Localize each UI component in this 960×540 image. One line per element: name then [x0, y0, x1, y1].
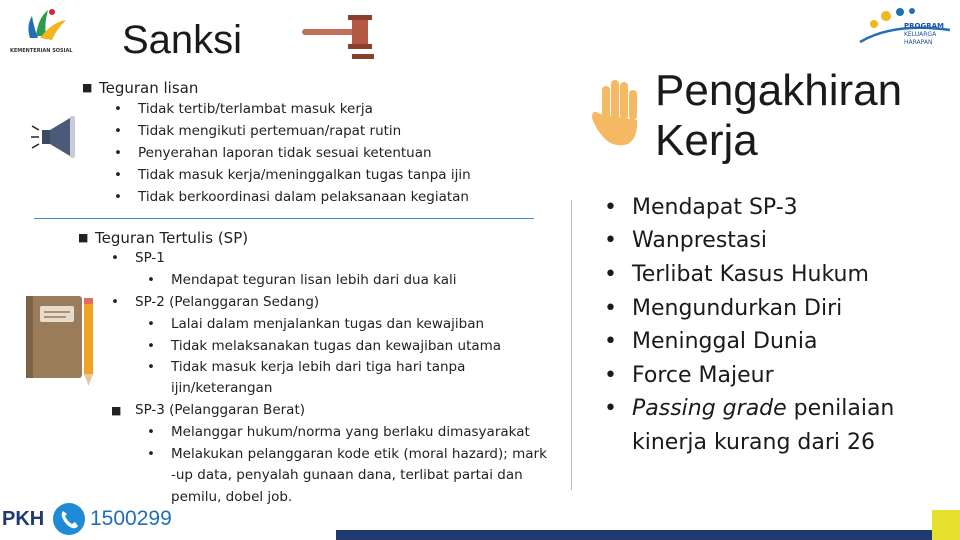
list-item: • Passing grade penilaian [604, 396, 895, 421]
pkh-logo [854, 2, 954, 62]
list-item: • Wanprestasi [604, 228, 767, 253]
list-item: • Terlibat Kasus Hukum [604, 262, 869, 287]
list-item: • Meninggal Dunia [604, 329, 818, 354]
page-title: Sanksi [122, 18, 243, 62]
list-item-continuation: kinerja kurang dari 26 [632, 430, 875, 455]
list-item: • Mengundurkan Diri [604, 296, 843, 321]
list-item: • Penyerahan laporan tidak sesuai ketentuan [114, 145, 432, 161]
section-divider [34, 218, 534, 219]
column-divider [571, 200, 572, 490]
pkh-hotline [2, 502, 172, 538]
pkh-label: PKH [2, 508, 45, 530]
hand-icon [588, 78, 648, 154]
corner-accent [932, 510, 960, 540]
kemensos-logo [8, 4, 88, 64]
notebook-icon [22, 292, 102, 396]
gavel-icon [300, 14, 380, 68]
list-item: • Force Majeur [604, 363, 774, 388]
list-item-continuation: -up data, penyalah gunaan dana, terlibat partai dan [171, 467, 523, 483]
list-item: • Tidak mengikuti pertemuan/rapat rutin [114, 123, 402, 139]
sp3-label: ■ SP-3 (Pelanggaran Berat) [111, 402, 306, 418]
list-item: • Tidak melaksanakan tugas dan kewajiban utama [147, 338, 502, 354]
right-title: Pengakhiran Kerja [655, 66, 903, 165]
list-item: • Lalai dalam menjalankan tugas dan kewajiban [147, 316, 485, 332]
list-item: • Tidak masuk kerja lebih dari tiga hari tanpa [147, 359, 466, 375]
sp2-label: • SP-2 (Pelanggaran Sedang) [111, 294, 320, 310]
section-heading-teguran-lisan: ■ Teguran lisan [82, 79, 199, 97]
list-item: • Tidak masuk kerja/meninggalkan tugas tanpa ijin [114, 167, 471, 183]
footer-bar [336, 530, 960, 540]
pkh-logo-line3: HARAPAN [904, 39, 933, 46]
list-item-continuation: pemilu, dobel job. [171, 489, 293, 505]
list-item: • Mendapat SP-3 [604, 195, 798, 220]
list-item: • Mendapat teguran lisan lebih dari dua kali [147, 272, 457, 288]
megaphone-icon [30, 112, 80, 166]
kemensos-logo-text: KEMENTERIAN SOSIAL [10, 48, 73, 54]
phone-number: 1500299 [90, 507, 172, 530]
sp1-label: • SP-1 [111, 250, 165, 266]
pkh-logo-line1: PROGRAM [904, 22, 944, 30]
list-item: • Tidak tertib/terlambat masuk kerja [114, 101, 373, 117]
list-item-continuation: ijin/keterangan [171, 380, 273, 396]
section-heading-teguran-tertulis: ■ Teguran Tertulis (SP) [78, 229, 249, 247]
list-item: • Melanggar hukum/norma yang berlaku dimasyarakat [147, 424, 530, 440]
list-item: • Tidak berkoordinasi dalam pelaksanaan kegiatan [114, 189, 469, 205]
pkh-logo-line2: KELUARGA [904, 31, 937, 38]
phone-icon [52, 502, 86, 540]
list-item: • Melakukan pelanggaran kode etik (moral hazard); mark [147, 446, 547, 462]
